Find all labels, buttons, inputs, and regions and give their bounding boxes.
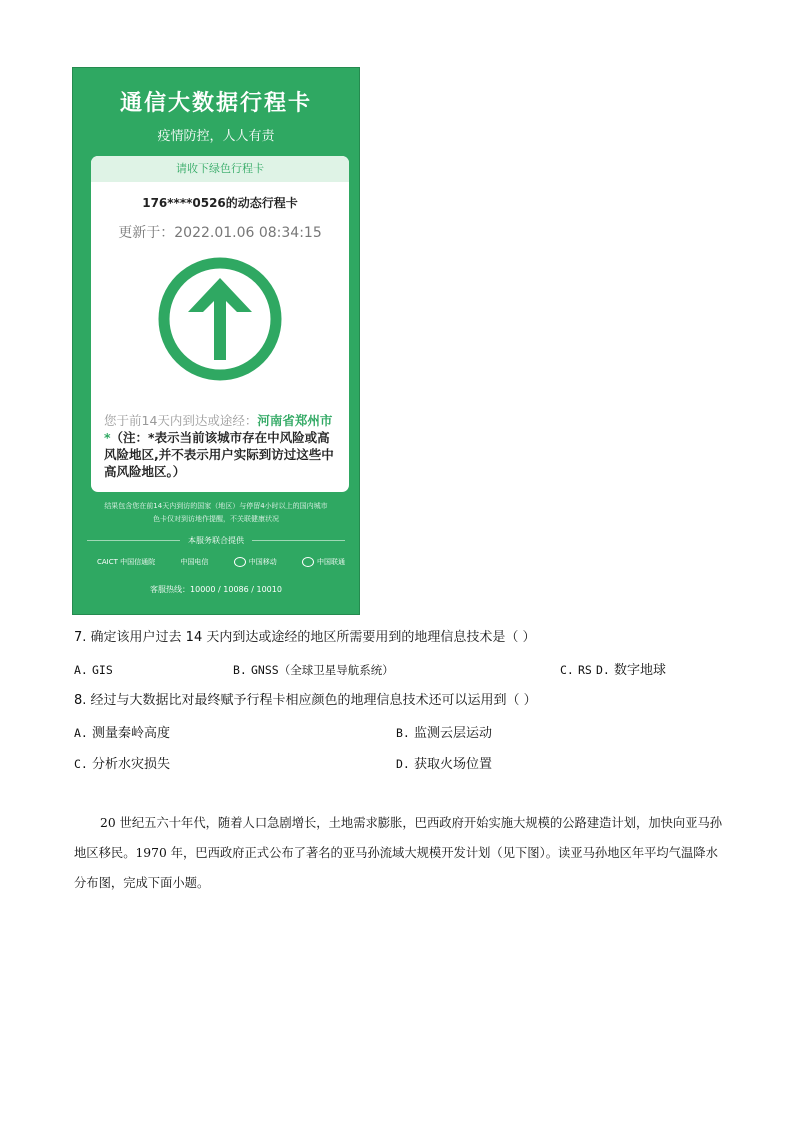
question-7 [74,629,536,647]
caict-logo: CAICT 中国信通院 [97,558,156,566]
q7-option-a: A. GIS [74,663,113,677]
disclaimer-line-1: 结果包含您在前14天内到访的国家（地区）与停留4小时以上的国内城市 [104,502,328,510]
passage-paragraph: 20 世纪五六十年代，随着人口急剧增长，土地需求膨胀，巴西政府开始实施大规模的公路建造计划，加快向亚马孙地区移民。1970 年，巴西政府正式公布了著名的亚马孙流域大规模开发计划（见下图）。读亚马孙地区年平均气温降水分布图，完成下面小题。 [74,816,723,890]
q8-option-b: B. 监测云层运动 [396,726,493,741]
q7-option-c-d: C. RS D. 数字地球 [560,663,667,678]
divider-left [87,540,180,541]
divider-right [252,540,345,541]
visited-lead: 您于前14天内到达或途经： [104,413,258,428]
card-subtitle: 疫情防控，人人有责 [157,129,275,144]
question-8-text: 经过与大数据比对最终赋予行程卡相应颜色的地理信息技术还可以运用到（ ） [90,693,537,708]
disclaimer-line-2: 色卡仅对到访地作提醒，不关联健康状况 [153,515,279,523]
q8-option-d: D. 获取火场位置 [396,757,493,772]
q8-option-c: C. 分析水灾损失 [74,757,171,772]
q8-option-a: A. 测量秦岭高度 [74,726,171,741]
q7-option-b: B. GNSS（全球卫星导航系统） [233,663,394,677]
china-unicom-logo: 中国联通 [302,557,345,567]
question-8 [74,692,537,710]
question-7-text: 确定该用户过去 14 天内到达或途经的地区所需要用到的地理信息技术是（ ） [90,630,536,645]
card-disclaimer [87,500,345,526]
panel-header: 请收下绿色行程卡 [91,156,349,182]
provided-by-text: 本服务联合提供 [188,535,244,545]
china-telecom-logo: 中国电信 [180,558,209,566]
green-up-arrow-icon [157,256,283,382]
visited-place: 河南省郑州市* [104,413,333,445]
visited-info [104,412,335,480]
updated-time: 更新于：2022.01.06 08:34:15 [118,225,322,241]
provided-by-row [87,534,345,546]
provider-logos [97,557,345,567]
visited-note: （注：*表示当前该城市存在中风险或高风险地区,并不表示用户实际到访过这些中高风险地区。） [104,430,334,479]
travel-card-image [72,67,360,615]
hotline: 客服热线：10000 / 10086 / 10010 [150,585,282,594]
china-mobile-logo: 中国移动 [234,557,277,567]
question-7-number: 7. [74,630,87,645]
card-title: 通信大数据行程卡 [119,91,312,116]
card-panel [91,156,349,492]
question-8-number: 8. [74,693,87,708]
phone-line: 176****0526的动态行程卡 [142,196,298,210]
